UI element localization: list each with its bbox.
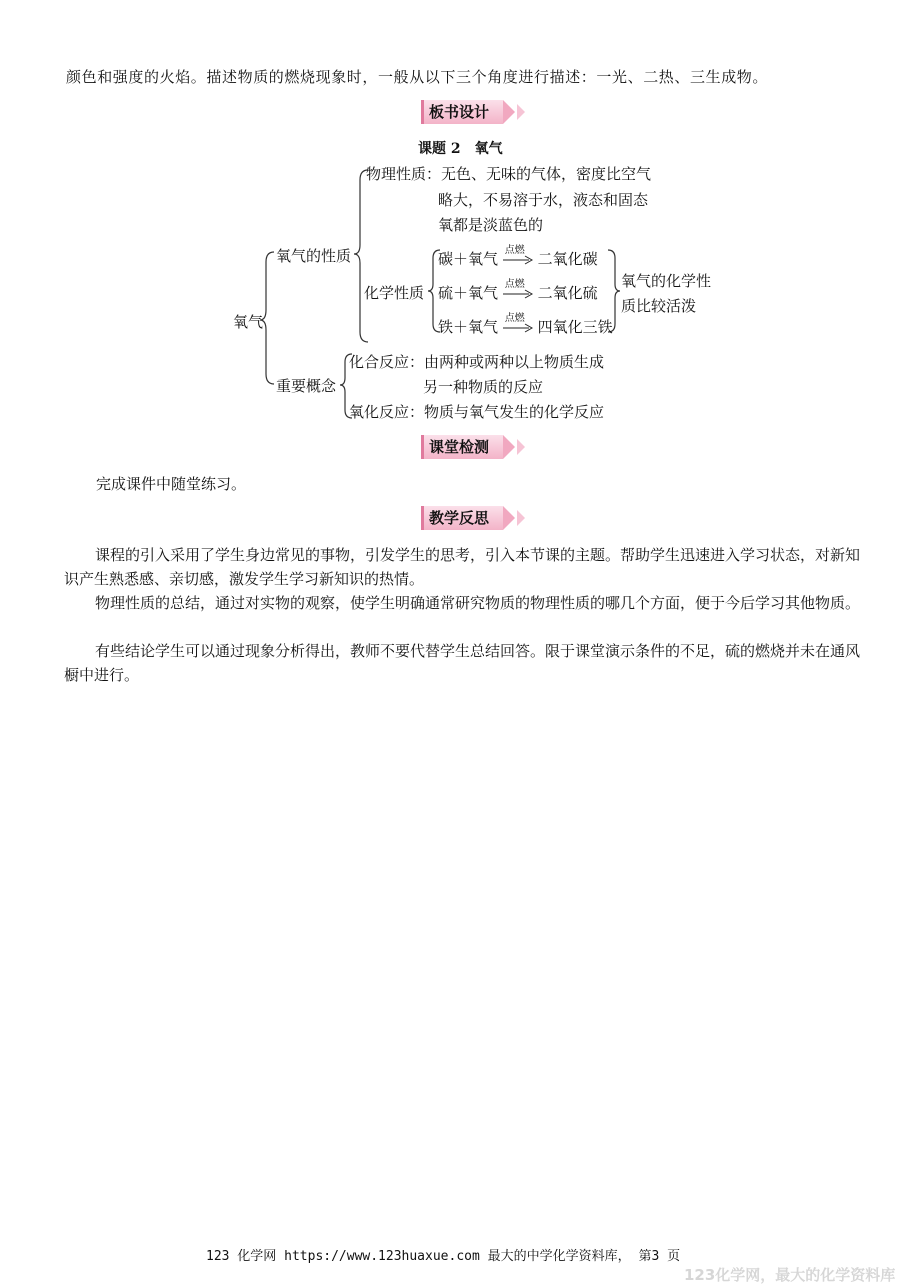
reaction-row <box>438 279 598 303</box>
board-topic: 课题 2 氧气 <box>418 141 503 157</box>
reaction-product: 二氧化硫 <box>537 284 598 302</box>
reaction-arrow-icon <box>503 245 533 267</box>
section-title: 课堂检测 <box>429 438 490 456</box>
reflection-paragraph: 课程的引入采用了学生身边常见的事物，引发学生的思考，引入本节课的主题。帮助学生迅速进入学习状态，对新知识产生熟悉感、亲切感，激发学生学习新知识的热情。 <box>64 546 861 588</box>
intro-line: 颜色和强度的火焰。描述物质的燃烧现象时，一般从以下三个角度进行描述：一光、二热、三生成物。 <box>66 68 769 86</box>
banner-arrow-icon <box>503 506 515 530</box>
properties-label: 氧气的性质 <box>276 247 352 265</box>
reaction-row <box>438 245 598 269</box>
combination-line: 由两种或两种以上物质生成 <box>424 353 605 371</box>
oxidation-block <box>349 401 604 422</box>
page-footer: 123 化学网 https://www.123huaxue.com 最大的中学化学资料库， 第3 页 <box>206 1249 681 1264</box>
section-banner-classroom-check <box>421 435 503 459</box>
reaction-reactants: 硫＋氧气 <box>438 284 499 302</box>
combination-block <box>349 351 604 372</box>
oxidation-text: 物质与氧气发生的化学反应 <box>424 403 605 421</box>
reaction-reactants: 碳＋氧气 <box>438 250 499 268</box>
reaction-arrow-icon <box>503 313 533 335</box>
reflection-paragraph: 有些结论学生可以通过现象分析得出，教师不要代替学生总结回答。限于课堂演示条件的不足，硫的燃烧并未在通风橱中进行。 <box>64 642 861 684</box>
physical-line: 氧都是淡蓝色的 <box>438 216 544 234</box>
reaction-row <box>438 313 613 337</box>
reaction-product: 二氧化碳 <box>537 250 598 268</box>
banner-arrow-icon <box>517 510 525 526</box>
combination-line: 另一种物质的反应 <box>423 378 544 396</box>
reaction-condition: 点燃 <box>504 245 525 256</box>
section-title: 教学反思 <box>429 509 490 527</box>
reaction-arrow-icon <box>503 279 533 301</box>
banner-arrow-icon <box>503 435 515 459</box>
reaction-reactants: 铁＋氧气 <box>438 318 499 336</box>
properties-brace <box>354 170 368 342</box>
physical-line: 无色、无味的气体，密度比空气 <box>441 165 652 183</box>
physical-block <box>366 163 651 184</box>
reflection-paragraph: 物理性质的总结，通过对实物的观察，使学生明确通常研究物质的物理性质的哪几个方面，便于今后学习其他物质。 <box>95 594 861 612</box>
physical-label: 物理性质： <box>366 165 442 183</box>
board-root: 氧气 <box>233 313 264 331</box>
reaction-condition: 点燃 <box>504 279 525 290</box>
banner-arrow-icon <box>517 439 525 455</box>
combination-label: 化合反应： <box>349 353 425 371</box>
section-banner-teaching-reflection <box>421 506 503 530</box>
chemical-summary-line: 质比较活泼 <box>621 297 697 315</box>
watermark: 123化学网，最大的化学资料库 <box>684 1266 896 1284</box>
chemical-label: 化学性质 <box>364 284 425 302</box>
concepts-label: 重要概念 <box>276 377 337 395</box>
chemical-summary-line: 氧气的化学性 <box>621 272 712 290</box>
oxidation-label: 氧化反应： <box>349 403 425 421</box>
physical-line: 略大，不易溶于水，液态和固态 <box>438 191 649 209</box>
section-title: 板书设计 <box>429 103 490 121</box>
check-text: 完成课件中随堂练习。 <box>96 475 247 493</box>
reaction-condition: 点燃 <box>504 313 525 324</box>
reaction-product: 四氧化三铁 <box>537 318 613 336</box>
